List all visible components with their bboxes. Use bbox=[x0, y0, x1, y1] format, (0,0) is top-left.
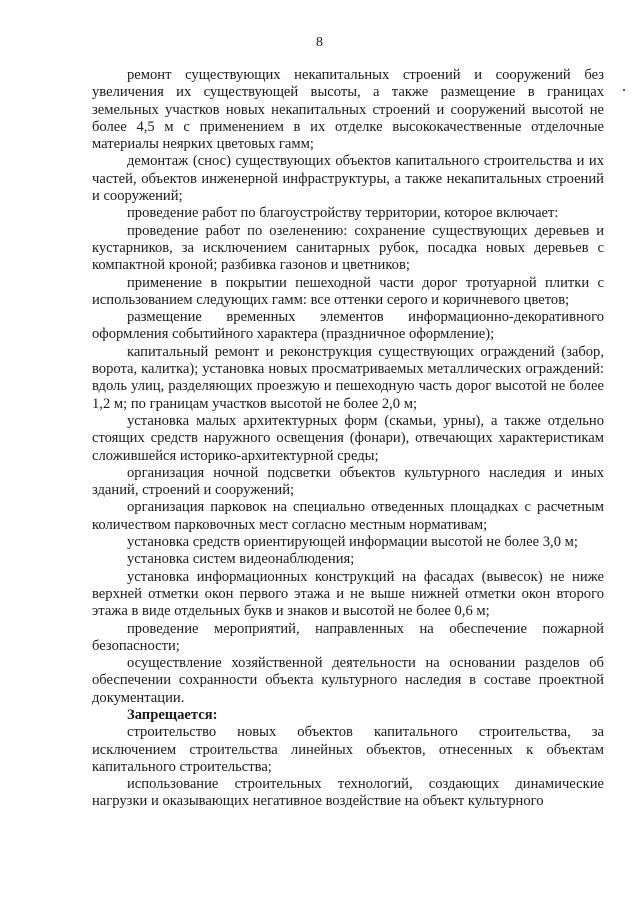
paragraph-night-lighting: организация ночной подсветки объектов культурного наследия и иных зданий, строений и сооружений; bbox=[92, 464, 604, 499]
paragraph-video-surveillance: установка систем видеонаблюдения; bbox=[127, 551, 355, 568]
page-number: 8 bbox=[316, 35, 323, 50]
paragraph-economic-activity: осуществление хозяйственной деятельности на основании разделов об обеспечении сохранности объекта культурного наследия в составе проектной документации. bbox=[92, 655, 604, 706]
paragraph-decoration: размещение временных элементов информационно-декоративного оформления событийного характера (праздничное оформление); bbox=[92, 309, 604, 343]
paragraph-repair: ремонт существующих некапитальных строений и сооружений без увеличения их существующей высоты, а также размещение в границах земельных участков новых некапитальных строений и сооружений высотой не более 4,5 м с применением в их отделке высококачественные отделочные материалы неярких цветовых гамм; bbox=[92, 67, 604, 153]
paragraph-small-forms: установка малых архитектурных форм (скамьи, урны), а также отдельно стоящих средств наружного освещения (фонари), отвечающих характеристикам сложившейся историко-архитектурной среды; bbox=[92, 412, 604, 464]
section-heading-prohibited: Запрещается: bbox=[127, 706, 218, 723]
document-body bbox=[92, 67, 604, 811]
paragraph-greening: проведение работ по озеленению: сохранение существующих деревьев и кустарников, за исключением санитарных рубок, посадка новых деревьев с компактной кроной; разбивка газонов и цветников; bbox=[92, 222, 604, 274]
paragraph-parking: организация парковок на специально отведенных площадках с расчетным количеством парковочных мест согласно местным нормативам; bbox=[92, 499, 604, 533]
paragraph-prohibited-technologies: использование строительных технологий, создающих динамические нагрузки и оказывающих негативное воздействие на объект культурного bbox=[92, 776, 604, 810]
paragraph-orientation-info: установка средств ориентирующей информации высотой не более 3,0 м; bbox=[127, 534, 578, 551]
paragraph-signage: установка информационных конструкций на фасадах (вывесок) не ниже верхней отметки окон первого этажа и не выше нижней отметки окон второго этажа в виде отдельных букв и знаков и высотой не более 0,6 м; bbox=[92, 568, 604, 620]
paragraph-demolition: демонтаж (снос) существующих объектов капитального строительства и их частей, объектов инженерной инфраструктуры, а также некапитальных строений и сооружений; bbox=[92, 153, 604, 205]
paragraph-paving: применение в покрытии пешеходной части дорог тротуарной плитки с использованием следующих гамм: все оттенки серого и коричневого цветов; bbox=[92, 274, 604, 308]
paragraph-prohibited-construction: строительство новых объектов капитального строительства, за исключением строительства линейных объектов, отнесенных к объектам капитального строительства; bbox=[92, 724, 604, 775]
scan-speck bbox=[623, 89, 625, 91]
paragraph-fire-safety: проведение мероприятий, направленных на обеспечение пожарной безопасности; bbox=[92, 620, 604, 654]
paragraph-fences: капитальный ремонт и реконструкция существующих ограждений (забор, ворота, калитка); установка новых просматриваемых металлических ограждений: вдоль улиц, разделяющих проезжую и пешеходную часть дорог высотой не более 1,2 м; по границам участков высотой не более 2,0 м; bbox=[92, 343, 604, 412]
paragraph-landscaping: проведение работ по благоустройству территории, которое включает: bbox=[127, 205, 559, 222]
